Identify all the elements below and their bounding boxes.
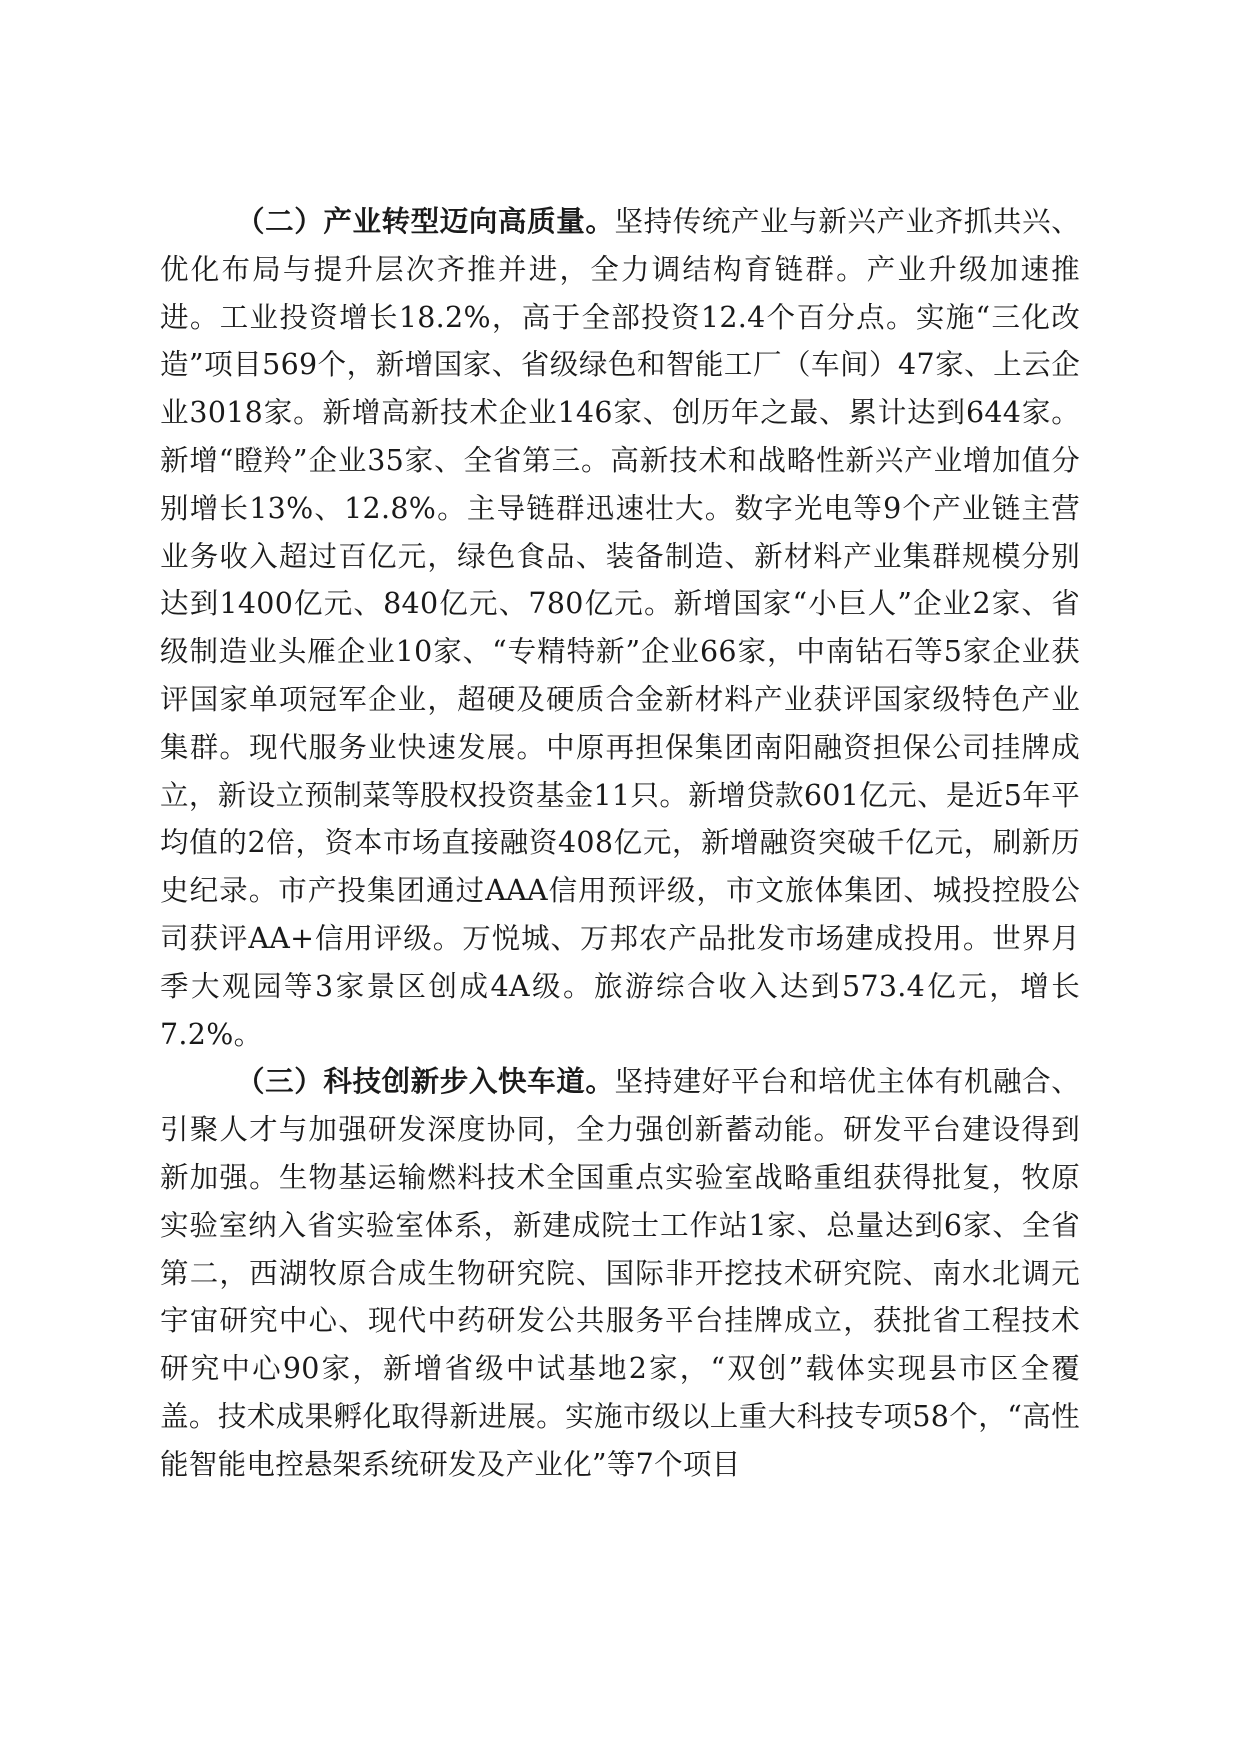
paragraph-body: 坚持建好平台和培优主体有机融合、引聚人才与加强研发深度协同，全力强创新蓄动能。研发平台建设得到新加强。生物基运输燃料技术全国重点实验室战略重组获得批复，牧原实验室纳入省实验室体系，新建成院士工作站1家、总量达到6家、全省第二，西湖牧原合成生物研究院、国际非开挖技术研究院、南水北调元宇宙研究中心、现代中药研发公共服务平台挂牌成立，获批省工程技术研究中心90家，新增省级中试基地2家，“双创”载体实现县市区全覆盖。技术成果孵化取得新进展。实施市级以上重大科技专项58个，“高性能智能电控悬架系统研发及产业化”等7个项目 [160,1065,1080,1481]
section-heading: （二）产业转型迈向高质量。 [236,205,615,238]
paragraph-body: 坚持传统产业与新兴产业齐抓共兴、优化布局与提升层次齐推并进，全力调结构育链群。产业升级加速推进。工业投资增长18.2%，高于全部投资12.4个百分点。实施“三化改造”项目569个，新增国家、省级绿色和智能工厂（车间）47家、上云企业3018家。新增高新技术企业146家、创历年之最、累计达到644家。新增“瞪羚”企业35家、全省第三。高新技术和战略性新兴产业增加值分别增长13%、12.8%。主导链群迅速壮大。数字光电等9个产业链主营业务收入超过百亿元，绿色食品、装备制造、新材料产业集群规模分别达到1400亿元、840亿元、780亿元。新增国家“小巨人”企业2家、省级制造业头雁企业10家、“专精特新”企业66家，中南钻石等5家企业获评国家单项冠军企业，超硬及硬质合金新材料产业获评国家级特色产业集群。现代服务业快速发展。中原再担保集团南阳融资担保公司挂牌成立，新设立预制菜等股权投资基金11只。新增贷款601亿元、是近5年平均值的2倍，资本市场直接融资408亿元，新增融资突破千亿元，刷新历史纪录。市产投集团通过AAA信用预评级，市文旅体集团、城投控股公司获评AA+信用评级。万悦城、万邦农产品批发市场建成投用。世界月季大观园等3家景区创成4A级。旅游综合收入达到573.4亿元，增长7.2%。 [160,205,1080,1051]
paragraph-industry-transformation [160,198,1080,1058]
document-page [160,198,1080,1489]
paragraph-tech-innovation [160,1058,1080,1488]
section-heading: （三）科技创新步入快车道。 [236,1065,615,1099]
